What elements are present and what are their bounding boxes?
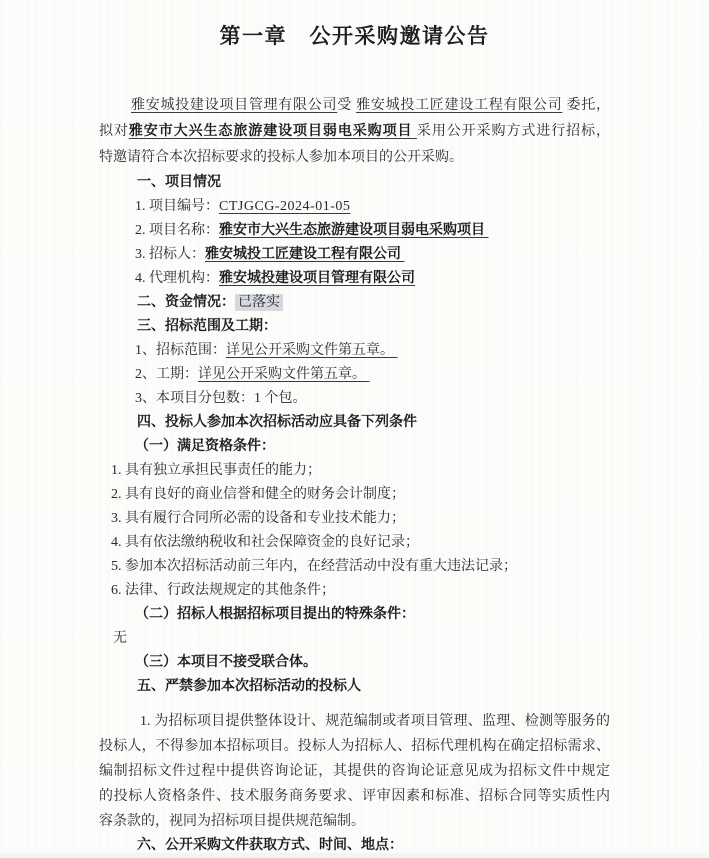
text-run: 3. 具有履行合同所必需的设备和专业技术能力； xyxy=(111,511,405,526)
section-6-heading xyxy=(99,834,610,858)
section-5-para-line-5 xyxy=(99,809,610,834)
underlined-value: 雅安城投建设项目管理有限公司 xyxy=(131,98,338,113)
text-run: 特邀请符合本次招标要求的投标人参加本项目的公开采购。 xyxy=(99,150,463,165)
section-2-heading xyxy=(99,291,610,315)
underlined-value: 详见公开采购文件第五章。 xyxy=(198,367,370,382)
section-5-para-line-1 xyxy=(99,709,610,734)
text-run: 4. 具有依法缴纳税收和社会保障资金的良好记录； xyxy=(111,535,419,550)
text-run: 2. 项目名称： xyxy=(135,223,219,238)
text-run: 委托， xyxy=(562,98,611,113)
intro-line-3 xyxy=(99,145,610,171)
intro-line-1 xyxy=(99,93,610,119)
text-run: 2、工期： xyxy=(135,367,198,382)
text-run: 4. 代理机构： xyxy=(135,271,219,286)
special-condition-answer xyxy=(99,627,610,651)
text-run: 拟对 xyxy=(99,124,129,139)
text-run: 容条款的，视同为招标项目提供规范编制。 xyxy=(99,814,365,829)
qualification-5 xyxy=(99,555,610,579)
text-run: 1. 项目编号： xyxy=(135,199,219,214)
text-run: 编制招标文件过程中提供咨询论证，其提供的咨询论证意见成为招标文件中规定 xyxy=(99,764,610,779)
text-run: 采用公开采购方式进行招标， xyxy=(416,124,611,139)
text-run: 一、项目情况 xyxy=(137,175,221,190)
text-run: 5. 参加本次招标活动前三年内，在经营活动中没有重大违法记录； xyxy=(111,559,517,574)
item-duration xyxy=(99,363,610,387)
text-run: 2. 具有良好的商业信誉和健全的财务会计制度； xyxy=(111,487,405,502)
text-run: 五、严禁参加本次招标活动的投标人 xyxy=(137,679,361,694)
text-run: 1、招标范围： xyxy=(135,343,226,358)
section-1-heading xyxy=(99,171,610,195)
text-run: 3、本项目分包数：1 个包。 xyxy=(135,391,307,406)
section-5-para-line-3 xyxy=(99,759,610,784)
underlined-value: 雅安城投建设项目管理有限公司 xyxy=(219,271,415,286)
item-project-name xyxy=(99,219,610,243)
text-run: 二、资金情况： xyxy=(137,295,235,310)
text-run: 四、投标人参加本次招标活动应具备下列条件 xyxy=(137,415,417,430)
qualification-3 xyxy=(99,507,610,531)
page-title: 第一章 公开采购邀请公告 xyxy=(219,24,490,48)
qualification-4 xyxy=(99,531,610,555)
text-run: （二）招标人根据招标项目提出的特殊条件： xyxy=(135,607,415,622)
underlined-value: 雅安市大兴生态旅游建设项目弱电采购项目 xyxy=(128,124,417,139)
text-run: 的投标人资格条件、技术服务商务要求、评审因素和标准、招标合同等实质性内 xyxy=(99,789,610,804)
qualification-2 xyxy=(99,483,610,507)
subsection-4-2-heading xyxy=(99,603,610,627)
highlighted-value: 已落实 xyxy=(235,294,283,311)
item-scope xyxy=(99,339,610,363)
document-body xyxy=(99,93,610,858)
section-5-para-line-2 xyxy=(99,734,610,759)
qualification-1 xyxy=(99,459,610,483)
item-tenderee xyxy=(99,243,610,267)
text-run: 6. 法律、行政法规规定的其他条件； xyxy=(111,583,335,598)
underlined-value: 雅安城投工匠建设工程有限公司 xyxy=(205,247,405,262)
text-run: 受 xyxy=(337,98,357,113)
section-4-heading xyxy=(99,411,610,435)
item-agency xyxy=(99,267,610,291)
section-5-heading xyxy=(99,675,610,699)
text-run: 1. 具有独立承担民事责任的能力； xyxy=(111,463,321,478)
item-project-number xyxy=(99,195,610,219)
text-run: 投标人，不得参加本招标项目。投标人为招标人、招标代理机构在确定招标需求、 xyxy=(99,739,610,754)
text-run: 1. 为招标项目提供整体设计、规范编制或者项目管理、监理、检测等服务的 xyxy=(140,714,610,729)
section-5-para-line-4 xyxy=(99,784,610,809)
text-run: 无 xyxy=(113,631,127,646)
item-packages xyxy=(99,387,610,411)
qualification-6 xyxy=(99,579,610,603)
underlined-value: 详见公开采购文件第五章。 xyxy=(226,343,398,358)
text-run: （一）满足资格条件： xyxy=(135,439,275,454)
text-run: 3. 招标人： xyxy=(135,247,205,262)
underlined-value: 雅安城投工匠建设工程有限公司 xyxy=(356,98,563,113)
text-run: （三）本项目不接受联合体。 xyxy=(135,655,317,670)
text-run: 六、公开采购文件获取方式、时间、地点： xyxy=(137,838,403,853)
subsection-4-3-heading xyxy=(99,651,610,675)
underlined-value: 雅安市大兴生态旅游建设项目弱电采购项目 xyxy=(219,223,489,238)
text-run: 三、招标范围及工期： xyxy=(137,319,277,334)
subsection-4-1-heading xyxy=(99,435,610,459)
intro-line-2 xyxy=(99,119,610,145)
section-3-heading xyxy=(99,315,610,339)
underlined-value: CTJGCG-2024-01-05 xyxy=(219,199,351,214)
